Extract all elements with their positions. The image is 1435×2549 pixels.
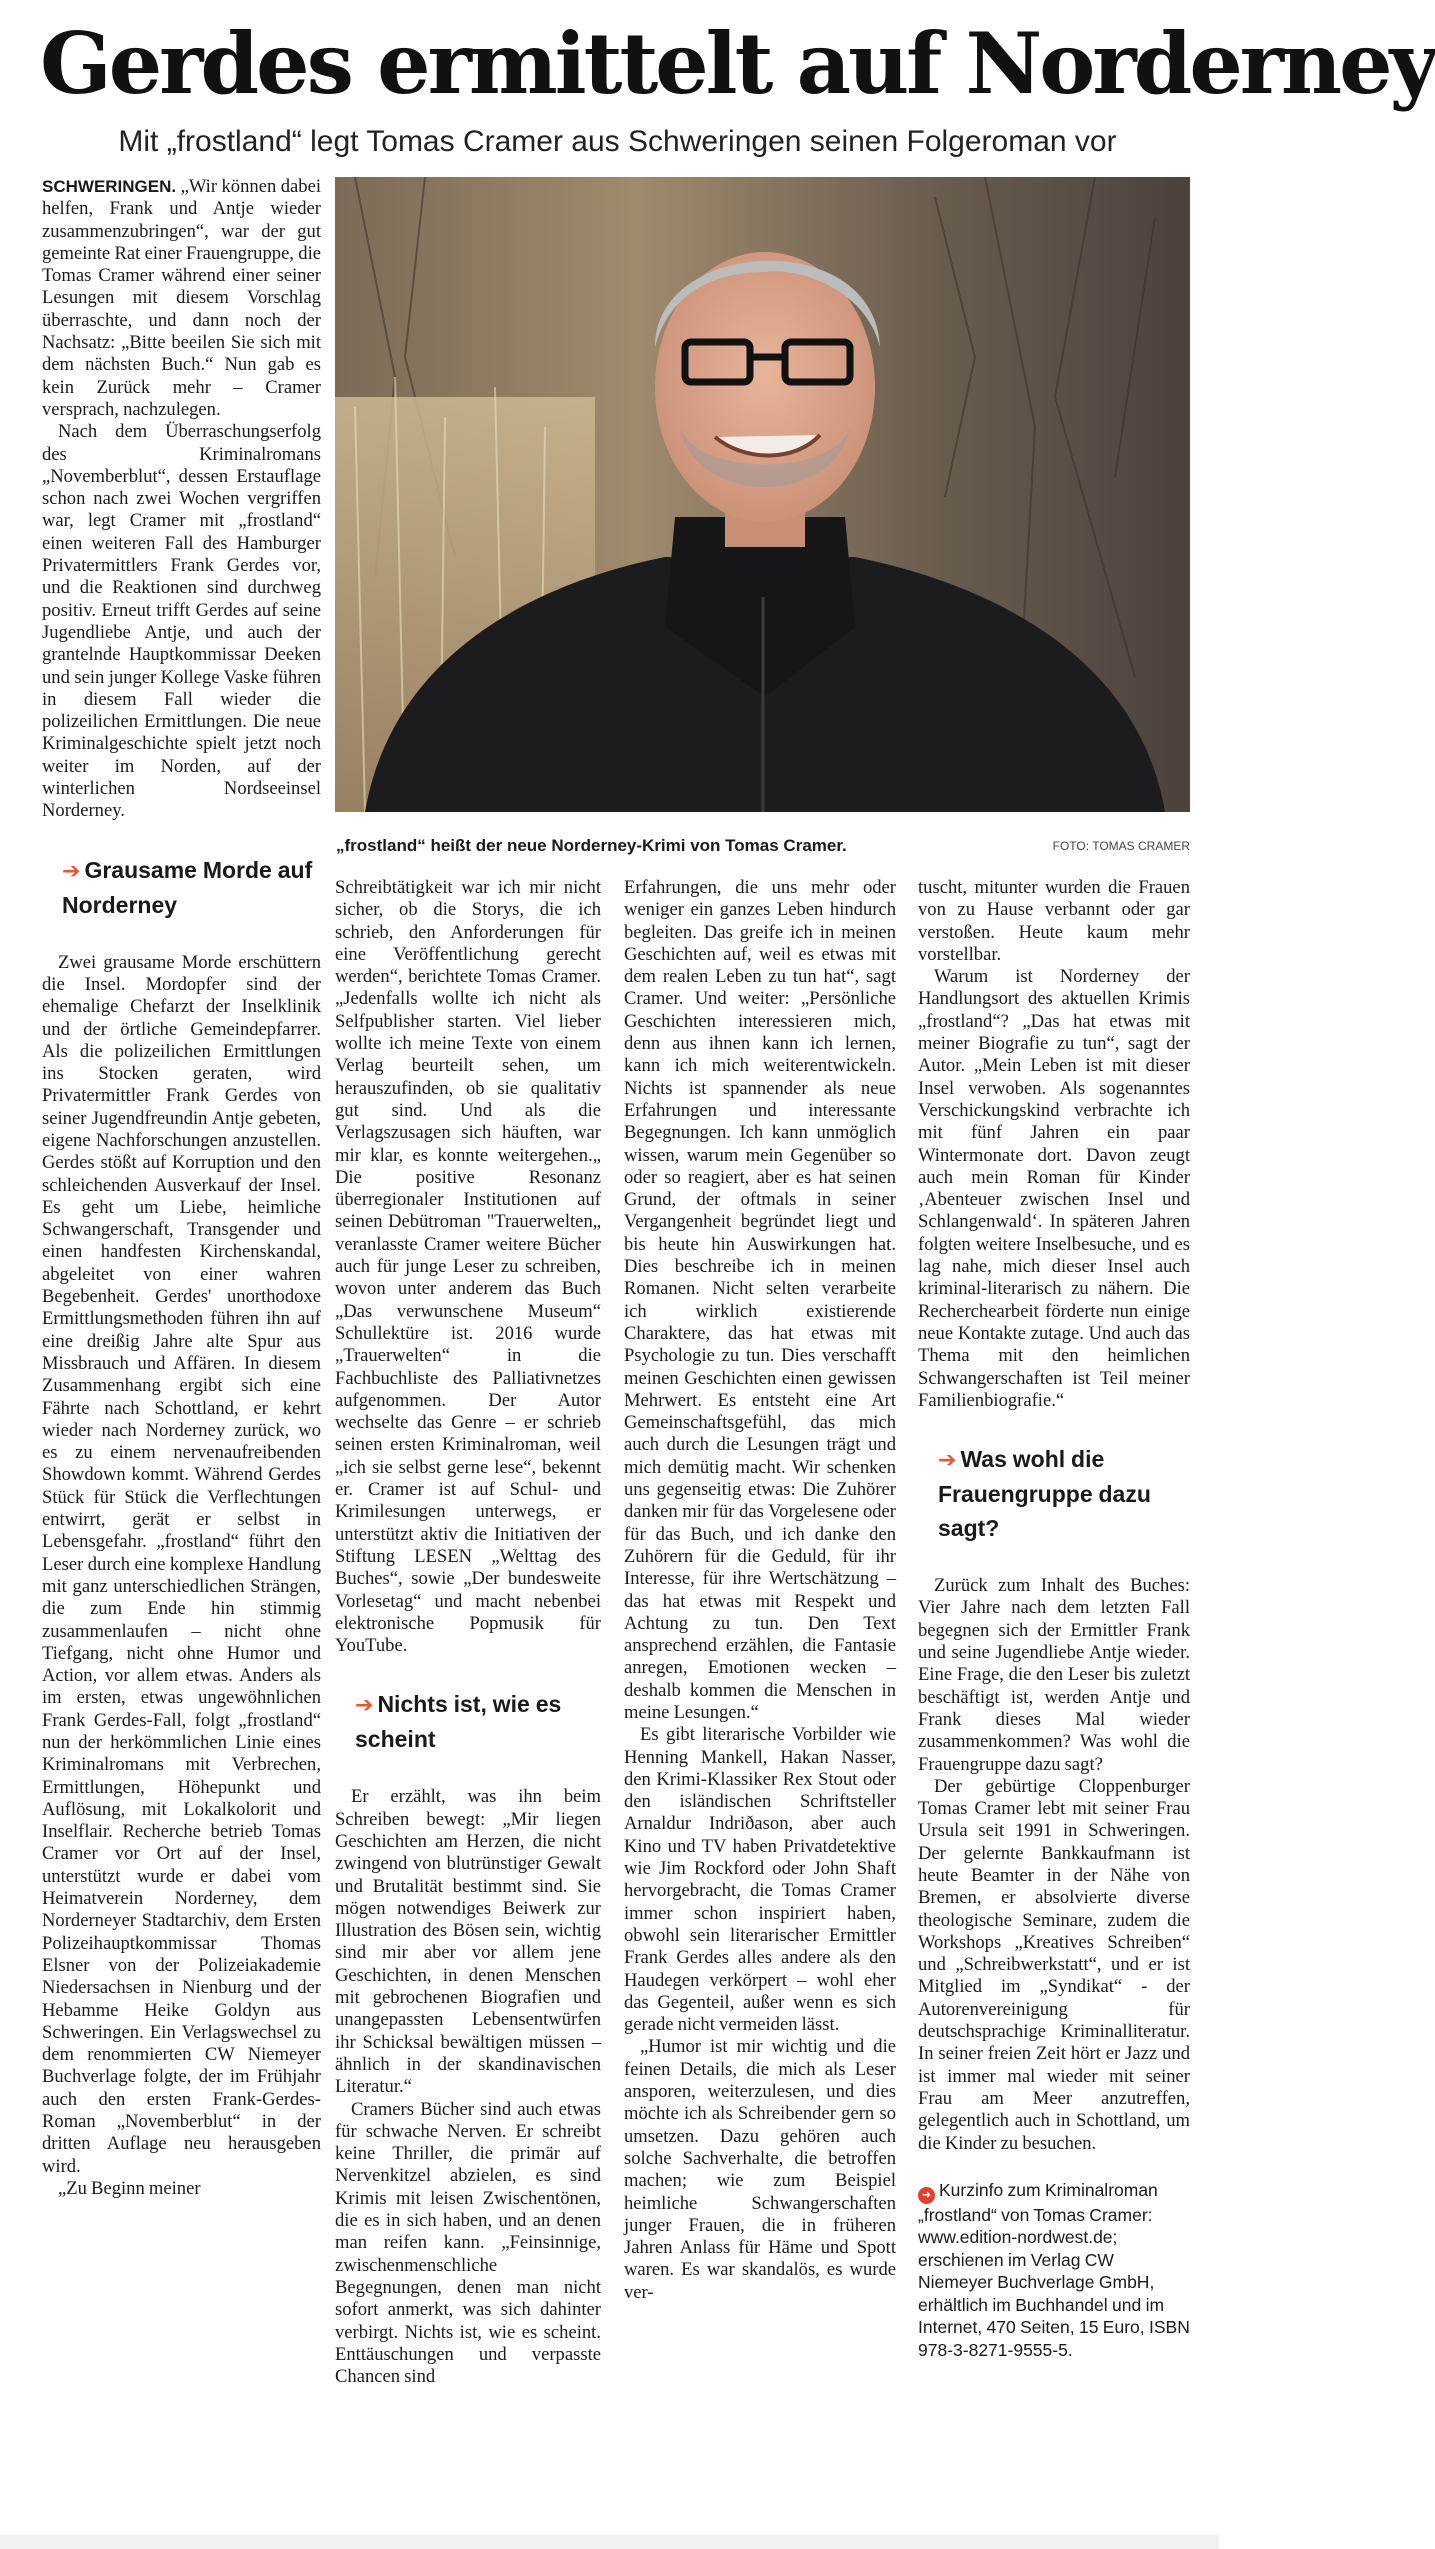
author-photo [335, 177, 1190, 812]
arrow-right-icon: ➔ [62, 857, 81, 883]
paragraph: Cramers Bücher sind auch etwas für schwache Nerven. Er schreibt keine Thriller, die primär auf Nervenkitzel abzielen, es sind Krimis mit leisen Zwischentönen, die es in sich haben, und an denen man reifen kann. „Feinsinnige, zwischenmenschliche Begegnungen, denen man nicht sofort anmerkt, was sich dahinter verbirgt. Nichts ist, wie es scheint. Enttäuschungen und verpasste Chancen sind [335, 2098, 601, 2388]
section-heading [62, 853, 321, 922]
paragraph: Er erzählt, was ihn beim Schreiben bewegt: „Mir liegen Geschichten am Herzen, die nicht zwingend von blutrünstiger Gewalt und Brutalität bestimmt sind. Sie mögen notwendiges Beiwerk zur Illustration des Bösen sein, wichtig sind mir aber vor allem jene Geschichten, in denen Menschen mit gebrochenen Biografien und unangepassten Lebensentwürfen ihr Schicksal bewältigen müssen – ähnlich in der skandinavischen Literatur.“ [335, 1786, 601, 2098]
info-box [918, 2179, 1190, 2362]
section-heading-text: Nichts ist, wie es scheint [355, 1691, 562, 1753]
dateline: SCHWERINGEN. [42, 177, 177, 196]
paragraph [42, 176, 321, 421]
paragraph: „Humor ist mir wichtig und die feinen Details, die mich als Leser ansporen, weiterzulesen, und dies möchte ich als Schreibender gern so umsetzen. Dazu gehören auch solche Sachverhalte, die betroffen machen; wie zum Beispiel heimliche Schwangerschaften junger Frauen, die in früheren Jahren Anlass für Häme und Spott waren. Es war skandalös, es wurde ver- [624, 2036, 896, 2303]
page-edge [0, 2535, 1219, 2549]
arrow-right-icon: ➔ [938, 1447, 957, 1473]
column-4 [918, 877, 1190, 2536]
paragraph: Schreibtätigkeit war ich mir nicht sicher, ob die Storys, die ich schrieb, den Anforderungen für eine Veröffentlichung gerecht werden“, berichtete Tomas Cramer. „Jedenfalls wollte ich nicht als Selfpublisher starten. Viel lieber wollte ich meine Texte von einem Verlag beurteilt sehen, um herauszufinden, ob sie qualitativ gut sind. Und als die Verlagszusagen sich häuften, war mir klar, es konnte weitergehen.„ Die positive Resonanz überregionaler Institutionen auf seinen Debütroman "Trauerwelten„ veranlasste Cramer weitere Bücher auch für junge Leser zu schreiben, wovon unter anderem das Buch „Das verwunschene Museum“ Schullektüre ist. 2016 wurde „Trauerwelten“ in die Fachbuchliste des Palliativnetzes aufgenommen. Der Autor wechselte das Genre – er schrieb seinen ersten Kriminalroman, weil „ich sie selbst gerne lese“, bekennt er. Cramer ist auf Schul- und Krimilesungen unterwegs, er unterstützt aktiv die Initiativen der Stiftung LESEN „Welttag des Buches“, sowie „Der bundesweite Vorlesetag“ und macht nebenbei elektronische Popmusik für YouTube. [335, 877, 601, 1657]
paragraph-text: „Wir können dabei helfen, Frank und Antje wieder zusammenzubringen“, war der gut gemeinte Rat einer Frauengruppe, die Tomas Cramer während einer seiner Lesungen mit diesem Vorschlag überraschte, und dann noch der Nachsatz: „Bitte beeilen Sie sich mit dem nächsten Buch.“ Nun gab es kein Zurück mehr – Cramer versprach, nachzulegen. [42, 176, 321, 420]
arrow-circle-icon: ➜ [918, 2187, 935, 2204]
section-heading [938, 1442, 1190, 1545]
section-heading-text: Was wohl die Frauengruppe dazu sagt? [938, 1446, 1151, 1542]
paragraph: Erfahrungen, die uns mehr oder weniger ein ganzes Leben hindurch begleiten. Das greife ich in meinen Geschichten auf, weil es etwas mit dem realen Leben zu tun hat“, sagt Cramer. Und weiter: „Persönliche Geschichten interessieren mich, denn aus ihnen kann ich lernen, kann ich mich weiterentwickeln. Nichts ist spannender als neue Erfahrungen und interessante Begegnungen. Ich kann unmöglich wissen, warum mein Gegenüber so oder so reagiert, aber es hat seinen Grund, der oftmals in seiner Vergangenheit begründet liegt und bis heute hin Auswirkungen hat. Dies beschreibe ich in meinen Romanen. Nicht selten verarbeite ich wirklich existierende Charaktere, das hat etwas mit Psychologie zu tun. Dies verschafft meinen Geschichten einen gewissen Mehrwert. Es entsteht eine Art Gemeinschaftsgefühl, das mich auch durch die Lesungen trägt und mich demütig macht. Wir schenken uns gegenseitig etwas: Die Zuhörer danken mir für das Vorgelesene oder für das Buch, und ich danke den Zuhörern für die Geduld, für ihr Interesse, für ihre Wertschätzung – das hat etwas mit Respekt und Achtung zu tun. Den Text ansprechend erzählen, die Fantasie anregen, Emotionen wecken – deshalb kommen die Menschen in meine Lesungen.“ [624, 877, 896, 1723]
paragraph: „Zu Beginn meiner [58, 2177, 201, 2199]
paragraph: Es gibt literarische Vorbilder wie Henning Mankell, Hakan Nasser, den Krimi-Klassiker Rex Stout oder den isländischen Schriftsteller Arnaldur Indriðason, aber auch Kino und TV haben Privatdetektive wie Jim Rockford oder John Shaft hervorgebracht, die Tomas Cramer immer schon inspiriert haben, obwohl sein literarischer Ermittler Frank Gerdes alles andere als den Haudegen verkörpert – wohl eher das Gegenteil, außer wenn es sich gerade nicht vermeiden lässt. [624, 1724, 896, 2036]
paragraph: Zwei grausame Morde erschüttern die Insel. Mordopfer sind der ehemalige Chefarzt der Inselklinik und der örtliche Gemeindepfarrer. Als die polizeilichen Ermittlungen ins Stocken geraten, wird Privatermittler Frank Gerdes von seiner Jugendfreundin Antje gebeten, eigene Nachforschungen anzustellen. Gerdes stößt auf Korruption und den schleichenden Ausverkauf der Insel. Es geht um Liebe, heimliche Schwangerschaft, Transgender und einen handfesten Kirchenskandal, abgeleitet von einer wahren Begebenheit. Gerdes' unorthodoxe Ermittlungsmethoden führen ihn auf eine dreißig Jahre alte Spur aus Missbrauch und Affären. In diesem Zusammenhang ergibt sich eine Fährte nach Schottland, er kehrt wieder nach Norderney zurück, wo es zu einem nervenaufreibenden Showdown kommt. Während Gerdes Stück für Stück die Verflechtungen entwirrt, gerät er selbst in Lebensgefahr. „frostland“ führt den Leser durch eine komplexe Handlung mit ganz unterschiedlichen Strängen, die zum Ende hin stimmig zusammenlaufen – nicht ohne Tiefgang, nicht ohne Humor und Action, vor allem etwas. Anders als im ersten, etwas ungewöhnlichen Frank Gerdes-Fall, folgt „frostland“ nun der herkömmlichen Linie eines Kriminalromans mit Verbrechen, Ermittlungen, Höhepunkt und Auflösung, mit Lokalkolorit und Inselflair. Recherche betrieb Tomas Cramer vor Ort auf der Insel, unterstützt wurde er dabei vom Heimatverein Norderney, dem Norderneyer Stadtarchiv, dem Ersten Polizeihauptkommissar Thomas Elsner von der Polizeiakademie Niedersachsen in Nienburg und der Hebamme Heike Goldyn aus Schweringen. Ein Verlagswechsel zu dem renommierten CW Niemeyer Buchverlage folgte, der im Frühjahr auch den ersten Frank-Gerdes-Roman „Novemberblut“ in der dritten Auflage neu herausgeben wird. [42, 951, 321, 2177]
photo-credit: FOTO: TOMAS CRAMER [1052, 839, 1190, 853]
column-1 [42, 176, 321, 2536]
photo-caption: „frostland“ heißt der neue Norderney-Krimi von Tomas Cramer. [336, 836, 847, 855]
info-text: Kurzinfo zum Kriminalroman „frostland“ von Tomas Cramer: www.edition-nordwest.de; erschienen im Verlag CW Niemeyer Buchverlage GmbH, erhältlich im Buchhandel und im Internet, 470 Seiten, 15 Euro, ISBN 978-3-8271-9555-5. [918, 2179, 1190, 2360]
paragraph: Nach dem Überraschungserfolg des Kriminalromans „Novemberblut“, dessen Erstauflage schon nach zwei Wochen vergriffen war, legt Cramer mit „frostland“ einen weiteren Fall des Hamburger Privatermittlers Frank Gerdes vor, und die Reaktionen sind durchweg positiv. Erneut trifft Gerdes auf seine Jugendliebe Antje, und auch der grantelnde Hauptkommissar Deeken und sein junger Kollege Vaske führen in diesem Fall wieder die polizeilichen Ermittlungen. Die neue Kriminalgeschichte spielt jetzt noch weiter im Norden, auf der winterlichen Nordseeinsel Norderney. [42, 421, 321, 822]
arrow-right-icon: ➔ [355, 1692, 374, 1718]
section-heading [355, 1687, 601, 1756]
paragraph: Warum ist Norderney der Handlungsort des aktuellen Krimis „frostland“? „Das hat etwas mit meiner Biografie zu tun“, sagt der Autor. „Mein Leben ist mit dieser Insel verwoben. Als sogenanntes Verschickungskind verbrachte ich mit fünf Jahren ein paar Wintermonate dort. Davon zeugt auch mein Roman für Kinder ‚Abenteuer zwischen Insel und Schlangenwald‘. In späteren Jahren folgten weitere Inselbesuche, und es lag nahe, mich dieser Insel auch kriminal-literarisch zu nähern. Die Recherchearbeit förderte nun einige neue Kontakte zutage. Und auch das Thema mit den heimlichen Schwangerschaften ist Teil meiner Familienbiografie.“ [918, 966, 1190, 1411]
subheadline: Mit „frostland“ legt Tomas Cramer aus Schweringen seinen Folgeroman vor [118, 125, 1117, 158]
section-heading-text: Grausame Morde auf Norderney [62, 856, 313, 918]
column-3 [624, 877, 896, 2536]
paragraph: tuscht, mitunter wurden die Frauen von zu Hause verbannt oder gar verstoßen. Heute kaum mehr vorstellbar. [918, 877, 1190, 965]
paragraph: Der gebürtige Cloppenburger Tomas Cramer lebt mit seiner Frau Ursula seit 1991 in Schweringen. Der gelernte Bankkaufmann ist heute Beamter in der Nähe von Bremen, er absolvierte diverse theologische Seminare, zudem die Workshops „Kreatives Schreiben“ und „Schreibwerkstatt“, und er ist Mitglied im „Syndikat“ - der Autorenvereinigung für deutschsprachige Kriminalliteratur. In seiner freien Zeit hört er Jazz und ist immer mal wieder mit seiner Frau am Meer anzutreffen, gelegentlich auch in Schottland, um die Kinder zu besuchen. [918, 1775, 1190, 2154]
column-2 [335, 877, 601, 2536]
headline: Gerdes ermittelt auf Norderney [40, 14, 1435, 113]
paragraph: Zurück zum Inhalt des Buches: Vier Jahre nach dem letzten Fall begegnen sich der Ermittler Frank und seine Jugendliebe Antje wieder. Eine Frage, die den Leser bis zuletzt beschäftigt ist, werden Antje und Frank dieses Mal wieder zusammenkommen? Was wohl die Frauengruppe dazu sagt? [918, 1575, 1190, 1775]
